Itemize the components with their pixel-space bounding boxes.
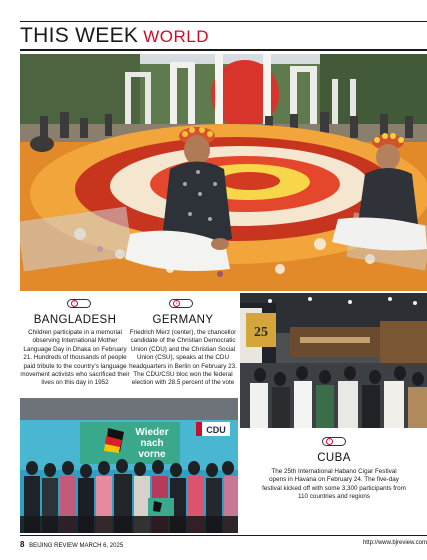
cuba-photo-illustration <box>240 293 427 428</box>
cuba-sign-number: 25 <box>254 325 268 340</box>
germany-title: GERMANY <box>152 314 214 326</box>
germany-arrow-pill <box>169 299 193 308</box>
bangladesh-photo-illustration <box>20 54 427 291</box>
bangladesh-arrow-pill <box>67 299 91 308</box>
cuba-title: CUBA <box>317 452 351 464</box>
footer-rule <box>20 535 427 536</box>
banner-line-2: nach <box>140 438 164 449</box>
publication-info: BEIJING REVIEW MARCH 6, 2025 <box>29 543 124 549</box>
germany-caption: Friedrich Merz (center), the chancellor candidate of the Christian Democratic Union (CDU) and the Christian Social Union (CSU), speaks at the CDU headquarters in Berlin on February 23. The CDU/CSU bloc won the federal election with 28.5 percent of the vote <box>129 329 237 387</box>
bangladesh-caption: Children participate in a memorial observing International Mother Language Day in Dhaka on February 21. Hundreds of thousands of people paid tribute to the country's language movement activists who sacrificed their lives on this day in 1952 <box>20 329 130 387</box>
cuba-caption: The 25th International Habano Cigar Festival opens in Havana on February 24. The five-day festival kicked off with some 3,300 participants from 110 countries and regions <box>262 468 406 501</box>
germany-photo <box>20 398 238 533</box>
germany-photo-illustration <box>20 398 238 533</box>
top-rule <box>20 21 427 22</box>
cuba-arrow-pill <box>322 437 346 446</box>
header-rule <box>20 49 427 51</box>
header-title: THIS WEEK <box>20 24 139 47</box>
footer-left <box>20 540 123 549</box>
header-section: WORLD <box>143 27 209 46</box>
arrow-up-icon: ↑ <box>328 438 331 444</box>
arrow-down-icon: ↓ <box>175 300 178 306</box>
website-url: http://www.bjreview.com <box>362 540 427 546</box>
bangladesh-title: BANGLADESH <box>33 314 117 326</box>
bangladesh-photo <box>20 54 427 291</box>
cuba-photo <box>240 293 427 428</box>
cdu-logo-text: CDU <box>206 425 226 435</box>
page-header <box>20 25 209 46</box>
page-number: 8 <box>20 540 25 549</box>
banner-line-1: Wieder <box>135 427 169 438</box>
banner-line-3: vorne <box>138 449 166 460</box>
arrow-up-icon: ↑ <box>73 300 76 306</box>
